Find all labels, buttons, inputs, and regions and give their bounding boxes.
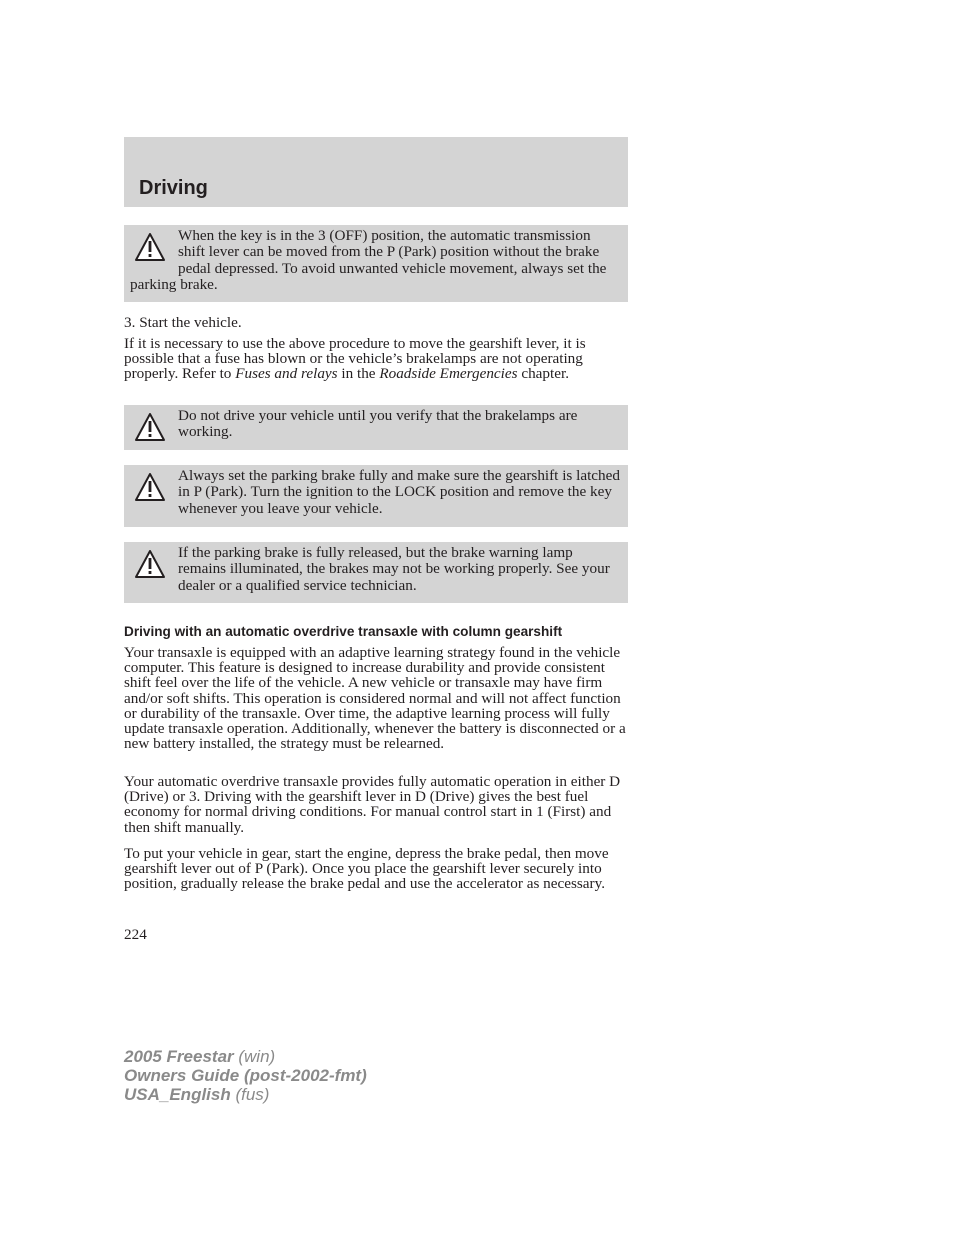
chapter-title: Driving (139, 177, 208, 199)
warning-box-4 (124, 542, 628, 603)
page-number: 224 (124, 926, 147, 943)
warning-triangle-icon (134, 232, 166, 262)
step-3: 3. Start the vehicle. (124, 314, 242, 331)
footer-line-1: 2005 Freestar (win) (124, 1047, 276, 1066)
warning-box-3 (124, 465, 628, 527)
document-footer (124, 1047, 367, 1104)
section-heading: Driving with an automatic overdrive transaxle with column gearshift (124, 624, 563, 639)
warning-box-2 (124, 405, 628, 450)
footer-line-3: USA_English (fus) (124, 1085, 270, 1104)
reference-fuses-and-relays: Fuses and relays (235, 365, 338, 383)
section-paragraph-2: Your automatic overdrive transaxle provides fully automatic operation in either D (Drive) or 3. Driving with the gearshift lever in D (Drive) gives the best fuel economy for normal driving conditions. For manual control start in 1 (First) and then shift manually. (124, 773, 621, 836)
section-paragraph-3: To put your vehicle in gear, start the engine, depress the brake pedal, then move gearshift lever out of P (Park). Once you place the gearshift lever securely into position, gradually release the brake pedal and use the accelerator as necessary. (124, 845, 609, 893)
warning-triangle-icon (134, 412, 166, 442)
fuse-paragraph: If it is necessary to use the above procedure to move the gearshift lever, it is possible that a fuse has blown or the vehicle’s brakelamps are not operating properly. Refer to Fuses and relays in the Roadside Emergencies chapter. (124, 335, 586, 383)
warning-triangle-icon (134, 549, 166, 579)
warning-text-3: Always set the parking brake fully and make sure the gearshift is latched in P (Park). Turn the ignition to the LOCK position and remove the key whenever you leave your vehicle. (178, 467, 620, 517)
reference-roadside-emergencies: Roadside Emergencies (379, 365, 518, 383)
warning-text-1: When the key is in the 3 (OFF) position, the automatic transmission shift lever can be moved from the P (Park) position without the brake pedal depressed. To avoid unwanted vehicle movement, always set the parking brake. (130, 227, 607, 294)
warning-triangle-icon (134, 472, 166, 502)
warning-box-1 (124, 225, 628, 302)
warning-text-4: If the parking brake is fully released, but the brake warning lamp remains illuminated, the brakes may not be working properly. See your dealer or a qualified service technician. (178, 544, 610, 594)
chapter-header (124, 137, 628, 207)
warning-text-2: Do not drive your vehicle until you verify that the brakelamps are working. (178, 407, 578, 441)
section-paragraph-1: Your transaxle is equipped with an adaptive learning strategy found in the vehicle computer. This feature is designed to increase durability and provide consistent shift feel over the life of the vehicle. A new vehicle or transaxle may have firm and/or soft shifts. This operation is considered normal and will not affect function or durability of the transaxle. Over time, the adaptive learning process will fully update transaxle operation. Additionally, whenever the battery is disconnected or a new battery installed, the strategy must be relearned. (124, 644, 626, 753)
footer-line-2: Owners Guide (post-2002-fmt) (124, 1066, 367, 1085)
